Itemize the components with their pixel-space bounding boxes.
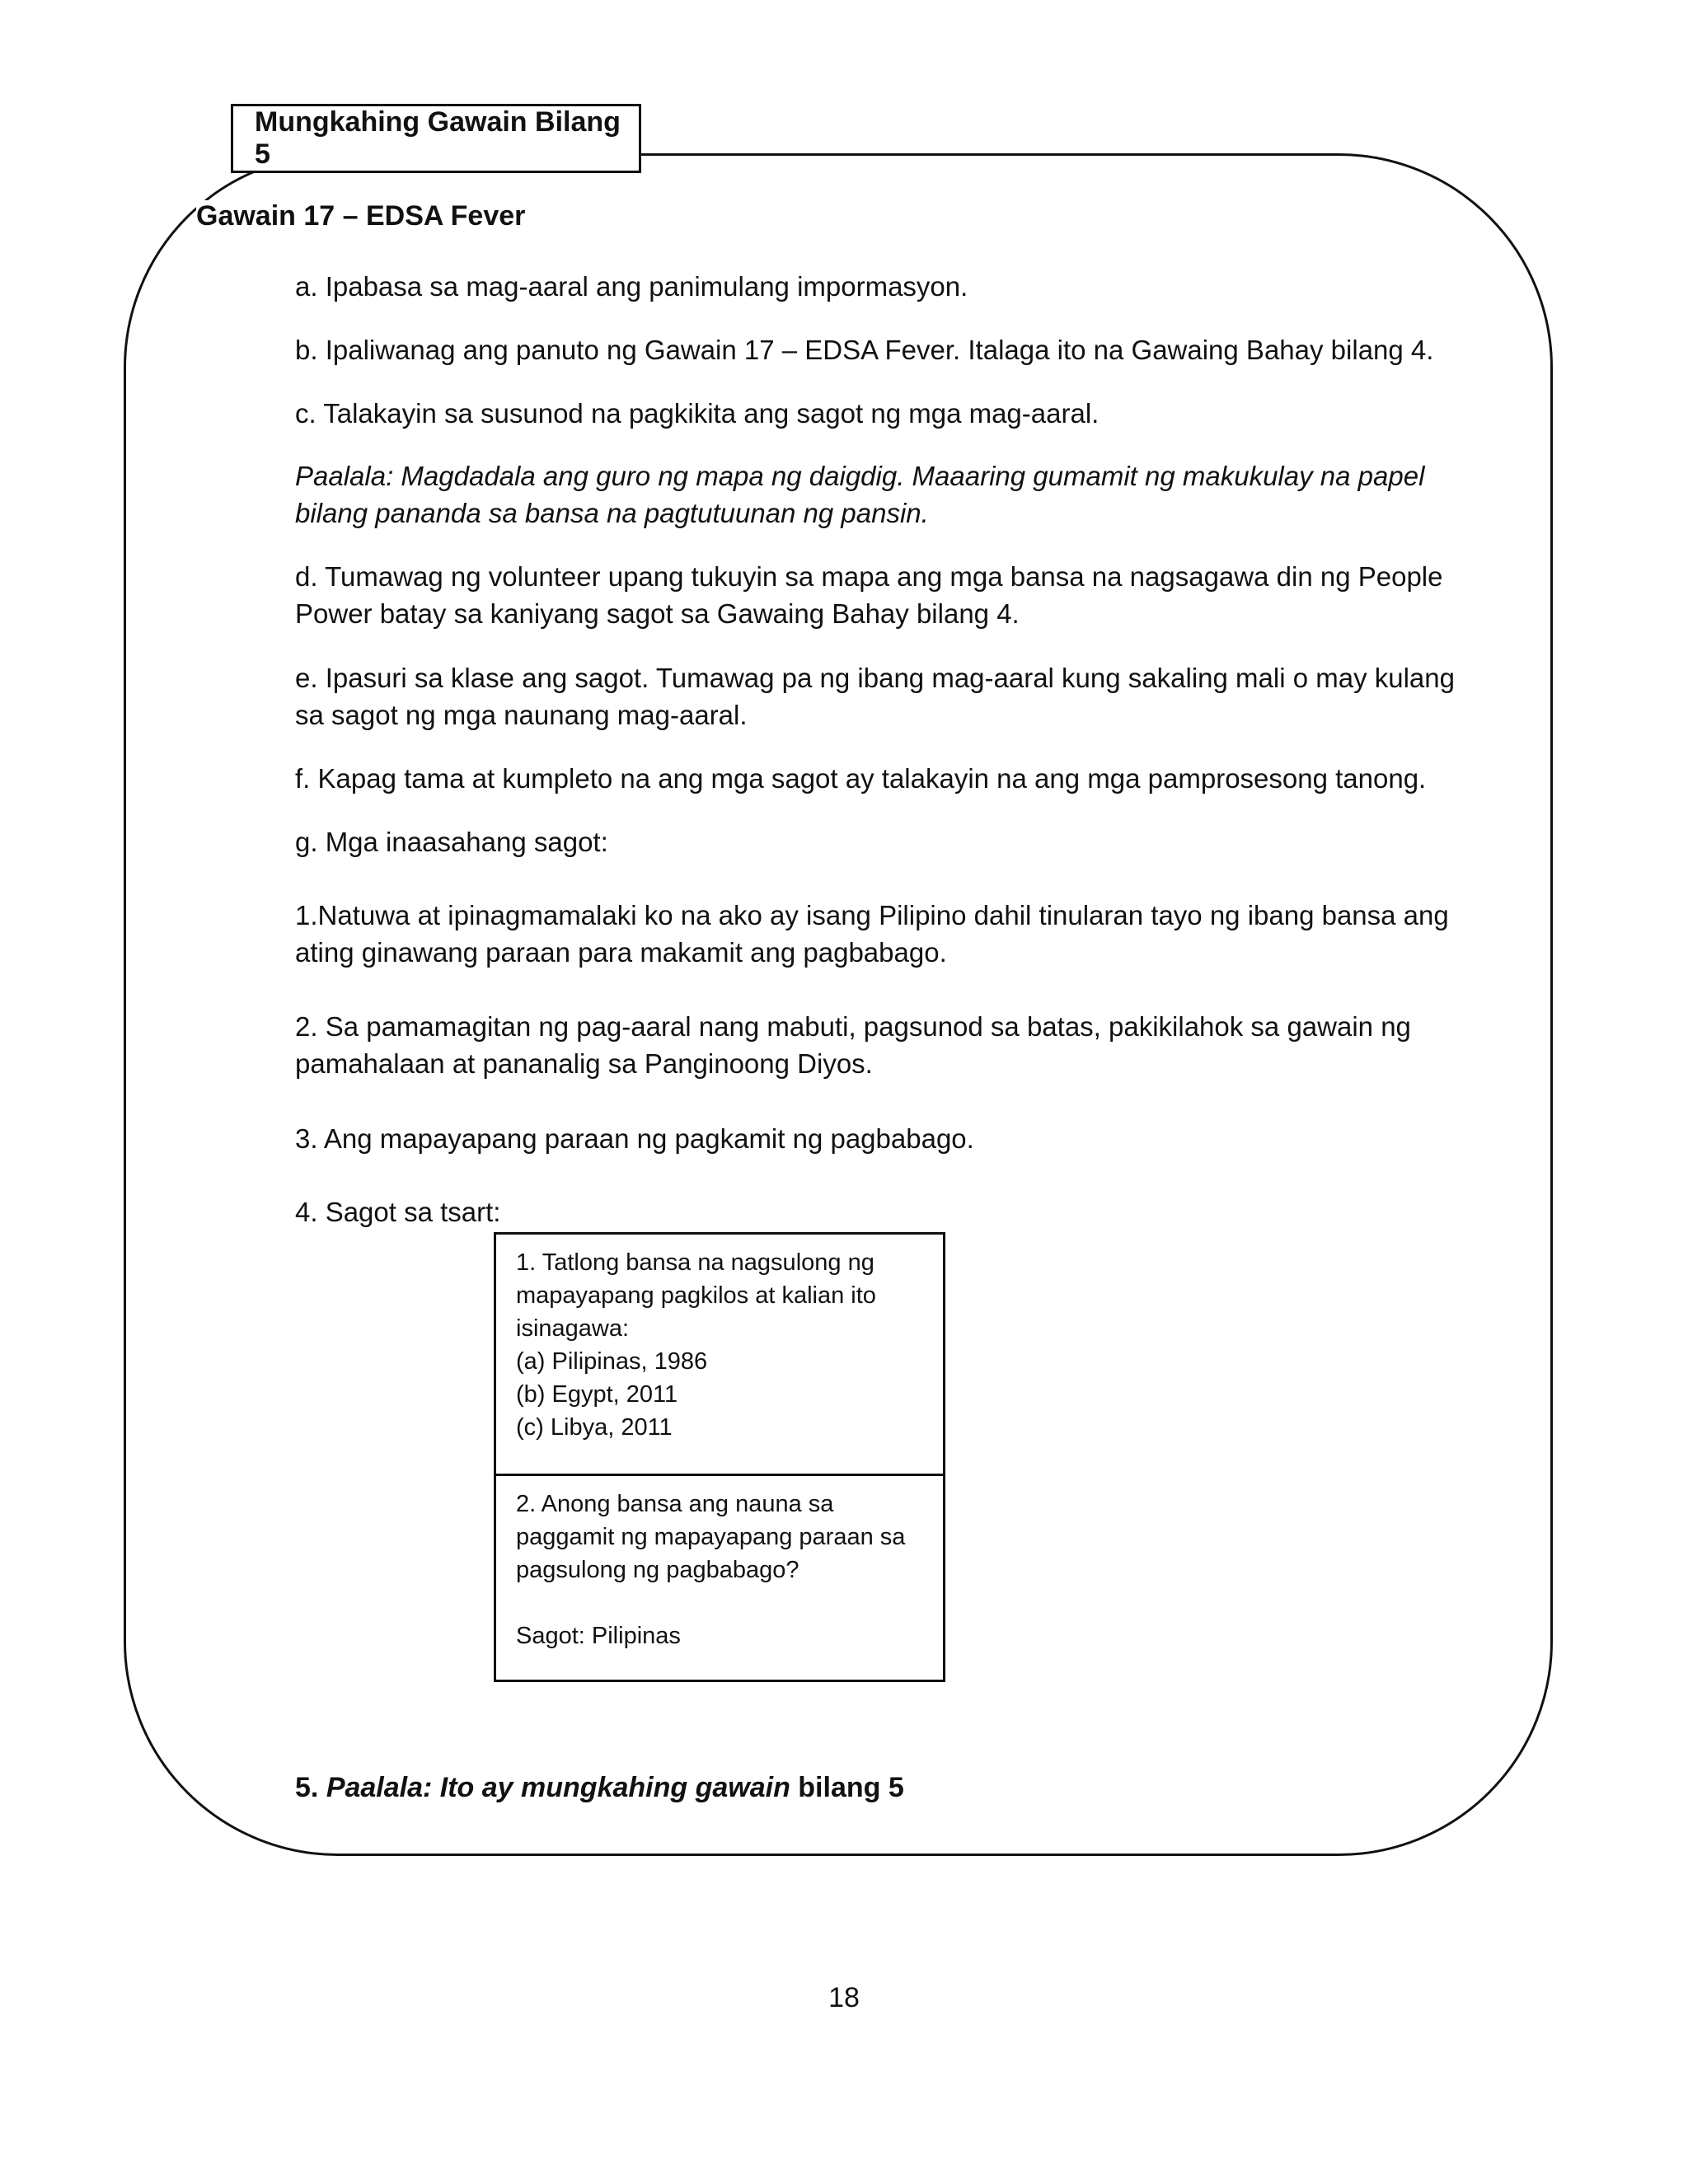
step-a: a. Ipabasa sa mag-aaral ang panimulang impormasyon. — [295, 271, 968, 302]
chart-item-b: (b) Egypt, 2011 — [516, 1381, 678, 1408]
activity-title: Gawain 17 – EDSA Fever — [196, 200, 528, 232]
step-g: g. Mga inaasahang sagot: — [295, 827, 608, 857]
page-number: 18 — [828, 1982, 860, 2013]
teacher-note: Paalala: Magdadala ang guro ng mapa ng daigdig. Maaaring gumamit ng makukulay na papel bilang pananda sa bansa na pagtutuunan ng pansin. — [295, 461, 1425, 528]
step-d: d. Tumawag ng volunteer upang tukuyin sa mapa ang mga bansa na nagsagawa din ng People Power batay sa kaniyang sagot sa Gawaing Bahay bilang 4. — [295, 561, 1443, 629]
answer-chart — [494, 1232, 945, 1682]
chart-cell-2 — [496, 1474, 943, 1680]
step-e: e. Ipasuri sa klase ang sagot. Tumawag pa ng ibang mag-aaral kung sakaling mali o may kulang sa sagot ng mga naunang mag-aaral. — [295, 663, 1455, 730]
footnote — [295, 1772, 904, 1804]
answer-1: 1.Natuwa at ipinagmamalaki ko na ako ay isang Pilipino dahil tinularan tayo ng ibang bansa ang ating ginawang paraan para makamit ang pagbabago. — [295, 900, 1449, 968]
chart-cell-2-question: 2. Anong bansa ang nauna sa paggamit ng mapayapang paraan sa pagsulong ng pagbabago? — [516, 1491, 906, 1583]
activity-label-box — [231, 104, 641, 173]
footnote-number: 5. — [295, 1772, 326, 1803]
footnote-italic: Paalala: Ito ay mungkahing gawain — [326, 1772, 790, 1803]
answer-3: 3. Ang mapayapang paraan ng pagkamit ng pagbabago. — [295, 1123, 974, 1154]
chart-cell-2-answer: Sagot: Pilipinas — [516, 1623, 681, 1649]
step-b: b. Ipaliwanag ang panuto ng Gawain 17 – EDSA Fever. Italaga ito na Gawaing Bahay bilang 4. — [295, 335, 1434, 365]
chart-cell-1 — [496, 1235, 943, 1474]
answer-2: 2. Sa pamamagitan ng pag-aaral nang mabuti, pagsunod sa batas, pakikilahok sa gawain ng pamahalaan at pananalig sa Panginoong Diyos. — [295, 1011, 1411, 1079]
footnote-tail: bilang 5 — [790, 1772, 904, 1803]
answer-4: 4. Sagot sa tsart: — [295, 1197, 501, 1227]
activity-label: Mungkahing Gawain Bilang 5 — [255, 106, 621, 170]
step-c: c. Talakayin sa susunod na pagkikita ang sagot ng mga mag-aaral. — [295, 398, 1100, 429]
step-f: f. Kapag tama at kumpleto na ang mga sagot ay talakayin na ang mga pamprosesong tanong. — [295, 763, 1427, 794]
chart-item-c: (c) Libya, 2011 — [516, 1414, 673, 1441]
chart-cell-1-question: 1. Tatlong bansa na nagsulong ng mapayapang pagkilos at kalian ito isinagawa: — [516, 1249, 876, 1342]
chart-item-a: (a) Pilipinas, 1986 — [516, 1348, 708, 1375]
